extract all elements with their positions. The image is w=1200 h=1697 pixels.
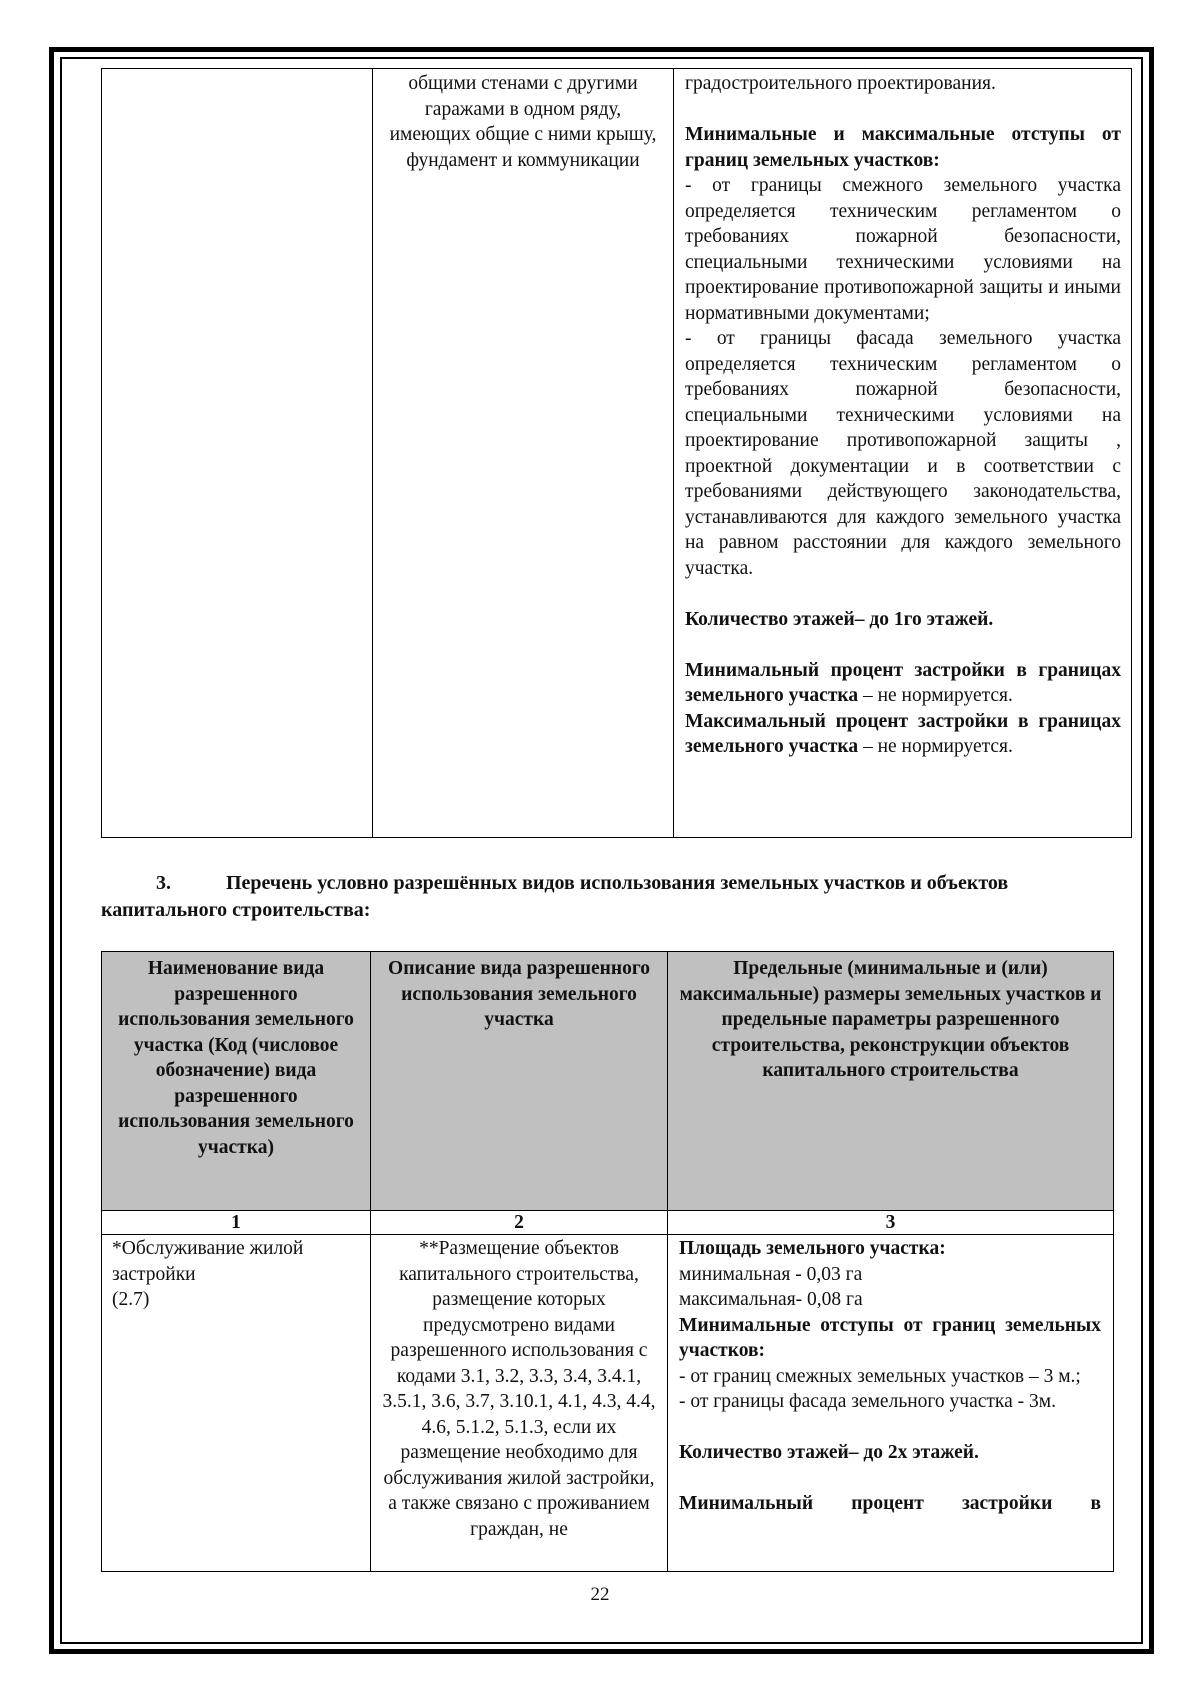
continued-description-text: общими стенами с другими гаражами в одном ряду, имеющих общие с ними крышу, фундамент и коммуникации (389, 73, 657, 171)
use-name: *Обслуживание жилой застройки (112, 1238, 304, 1285)
section-heading (101, 870, 1132, 924)
row-min-percent-partial: Минимальный процент застройки в (679, 1493, 1101, 1514)
area-max: максимальная- 0,08 га (679, 1289, 863, 1310)
max-percent-value: – не нормируется. (862, 736, 1013, 757)
max-percent-label: Максимальный процент застройки в границах земельного участка (685, 710, 1121, 757)
row-setbacks-title: Минимальные отступы от границ земельных участков: (679, 1314, 1101, 1361)
setbacks-title: Минимальные и максимальные отступы от границ земельных участков: (685, 124, 1121, 171)
conditional-uses-table (101, 951, 1114, 1572)
parameters-intro: градостроительного проектирования. (685, 73, 996, 94)
column-number-1: 1 (231, 1212, 241, 1233)
header-description: Описание вида разрешенного использования земельного участка (388, 958, 650, 1030)
continued-table (101, 68, 1132, 838)
use-code: (2.7) (112, 1289, 150, 1310)
row-name-cell (102, 1236, 370, 1313)
row-description-cell (371, 1236, 667, 1542)
area-title: Площадь земельного участка: (679, 1238, 946, 1259)
row-parameters-cell (668, 1236, 1113, 1517)
section-number: 3. (156, 872, 171, 894)
column-divider (372, 69, 373, 837)
min-percent-label: Минимальный процент застройки в границах земельного участка (685, 659, 1121, 706)
floors-limit: Количество этажей– до 1го этажей. (685, 608, 994, 630)
row-setback-facade: - от границы фасада земельного участка - 3м. (679, 1391, 1056, 1412)
page-number: 22 (590, 1584, 610, 1605)
continued-description-cell (373, 71, 673, 173)
row-setback-adjacent: - от границ смежных земельных участков – 3 м.; (679, 1365, 1081, 1387)
header-name: Наименование вида разрешенного использования земельного участка (Код (числовое обозначение) вида разрешенного использования земельного участка) (118, 958, 354, 1158)
min-percent-value: – не нормируется. (862, 685, 1013, 706)
header-parameters: Предельные (минимальные и (или) максимальные) размеры земельных участков и предельные параметры разрешенного строительства, реконструкции объектов капитального строительства (679, 958, 1102, 1081)
column-number-3: 3 (885, 1212, 896, 1233)
use-description: **Размещение объектов капитального строительства, размещение которых предусмотрено видами разрешенного использования с кодами 3.1, 3.2, 3.3, 3.4, 3.4.1, 3.5.1, 3.6, 3.7, 3.10.1, 4.1, 4.3, 4.4, 4.6, 5.1.2, 5.1.3, если их размещение необходимо для обслуживания жилой застройки, а также связано с проживанием граждан, не (382, 1238, 656, 1540)
row-floors-limit: Количество этажей– до 2х этажей. (679, 1442, 979, 1463)
setback-adjacent: - от границы смежного земельного участка определяется техническим регламентом о требованиях пожарной безопасности, специальными техническими условиями на проектирование противопожарной защиты и иными нормативными документами; (685, 175, 1121, 324)
setback-facade: - от границы фасада земельного участка определяется техническим регламентом о требованиях пожарной безопасности, специальными техническими условиями на проектирование противопожарной защиты , проектной документации и в соответствии с требованиями действующего законодательства, устанавливаются для каждого земельного участка на равном расстоянии для каждого земельного участка. (685, 328, 1121, 579)
area-min: минимальная - 0,03 га (679, 1263, 863, 1285)
section-title: Перечень условно разрешённых видов использования земельных участков и объектов капитального строительства: (101, 872, 1009, 921)
column-number-2: 2 (514, 1212, 524, 1233)
continued-parameters-cell (674, 71, 1131, 760)
